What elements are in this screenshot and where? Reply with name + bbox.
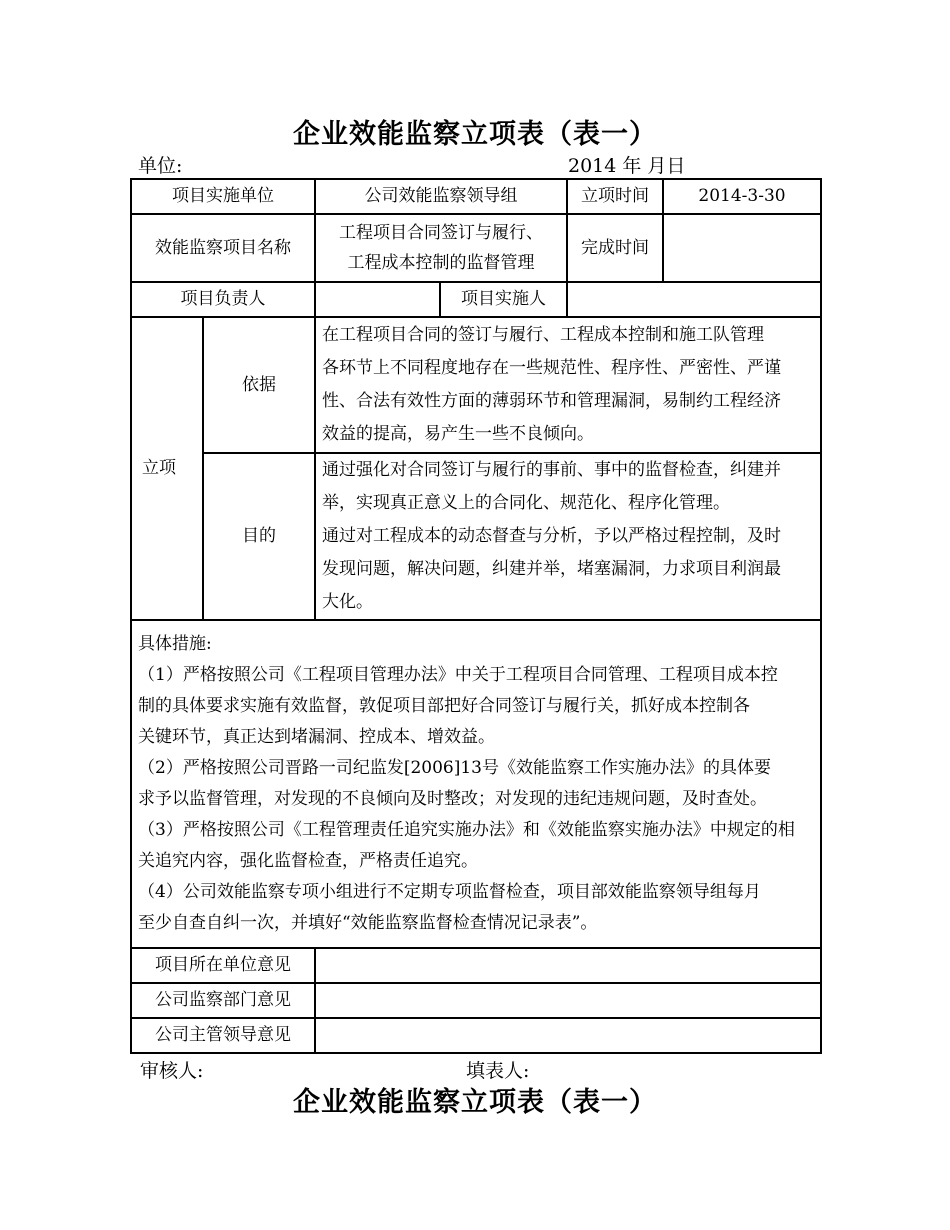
measure-line: （3）严格按照公司《工程管理责任追究实施办法》和《效能监察实施办法》中规定的相 — [138, 820, 795, 840]
measure-line: （4）公司效能监察专项小组进行不定期专项监督检查，项目部效能监察领导组每月 — [138, 882, 761, 902]
project-name-value — [315, 214, 567, 282]
leader-value — [315, 282, 440, 317]
table-row — [131, 453, 821, 620]
executor-value — [567, 282, 821, 317]
purpose-text — [315, 453, 821, 620]
start-time-value: 2014-3-30 — [663, 179, 821, 214]
opinion-value — [315, 983, 821, 1018]
filler-label: 填表人: — [466, 1060, 530, 1082]
purpose-line: 通过对工程成本的动态督查与分析，予以严格过程控制，及时 — [322, 526, 781, 546]
purpose-line: 发现问题，解决问题，纠建并举，堵塞漏洞，力求项目利润最 — [322, 559, 781, 579]
project-name-label: 效能监察项目名称 — [131, 214, 315, 282]
form-title: 企业效能监察立项表（表一） — [293, 119, 657, 150]
measure-line: 制的具体要求实施有效监督，敦促项目部把好合同签订与履行关，抓好成本控制各 — [138, 696, 750, 716]
measure-line: 关追究内容，强化监督检查，严格责任追究。 — [138, 851, 478, 871]
table-row — [131, 1018, 821, 1053]
finish-time-label: 完成时间 — [567, 214, 663, 282]
purpose-line: 举，实现真正意义上的合同化、规范化、程序化管理。 — [322, 493, 730, 513]
executor-label: 项目实施人 — [440, 282, 567, 317]
table-row — [131, 983, 821, 1018]
opinion-label: 公司主管领导意见 — [131, 1018, 315, 1053]
date-label: 2014 年 月日 — [568, 155, 686, 177]
table-row — [131, 317, 821, 453]
purpose-label: 目的 — [203, 453, 315, 620]
purpose-line: 通过强化对合同签订与履行的事前、事中的监督检查，纠建并 — [322, 460, 781, 480]
opinion-label: 项目所在单位意见 — [131, 948, 315, 983]
reviewer-label: 审核人: — [140, 1060, 204, 1082]
opinion-value — [315, 1018, 821, 1053]
lixiang-label: 立项 — [131, 317, 203, 620]
repeat-title: 企业效能监察立项表（表一） — [293, 1087, 657, 1118]
project-name-line: 工程成本控制的监督管理 — [347, 253, 535, 273]
impl-unit-label: 项目实施单位 — [131, 179, 315, 214]
basis-line: 在工程项目合同的签订与履行、工程成本控制和施工队管理 — [322, 325, 764, 345]
impl-unit-value: 公司效能监察领导组 — [315, 179, 567, 214]
opinion-label: 公司监察部门意见 — [131, 983, 315, 1018]
measure-line: （2）严格按照公司晋路一司纪监发[2006]13号《效能监察工作实施办法》的具体要 — [138, 758, 771, 778]
measure-line: 求予以监督管理，对发现的不良倾向及时整改；对发现的违纪违规问题，及时查处。 — [138, 789, 767, 809]
basis-label: 依据 — [203, 317, 315, 453]
measures-cell — [131, 620, 821, 948]
project-name-line: 工程项目合同签订与履行、 — [339, 223, 543, 243]
measure-line: （1）严格按照公司《工程项目管理办法》中关于工程项目合同管理、工程项目成本控 — [138, 665, 778, 685]
opinion-value — [315, 948, 821, 983]
table-row — [131, 948, 821, 983]
table-row — [131, 214, 821, 282]
unit-label: 单位: — [138, 155, 183, 177]
basis-line: 效益的提高，易产生一些不良倾向。 — [322, 424, 594, 444]
start-time-label: 立项时间 — [567, 179, 663, 214]
basis-line: 性、合法有效性方面的薄弱环节和管理漏洞，易制约工程经济 — [322, 391, 781, 411]
leader-label: 项目负责人 — [131, 282, 315, 317]
basis-text — [315, 317, 821, 453]
purpose-line: 大化。 — [322, 592, 373, 612]
project-form-table — [130, 178, 822, 1054]
measure-line: 至少自查自纠一次，并填好“效能监察监督检查情况记录表”。 — [138, 913, 598, 933]
measures-title: 具体措施: — [138, 634, 212, 654]
finish-time-value — [663, 214, 821, 282]
measure-line: 关键环节，真正达到堵漏洞、控成本、增效益。 — [138, 727, 495, 747]
table-row — [131, 282, 821, 317]
basis-line: 各环节上不同程度地存在一些规范性、程序性、严密性、严谨 — [322, 358, 781, 378]
table-row — [131, 179, 821, 214]
table-row — [131, 620, 821, 948]
